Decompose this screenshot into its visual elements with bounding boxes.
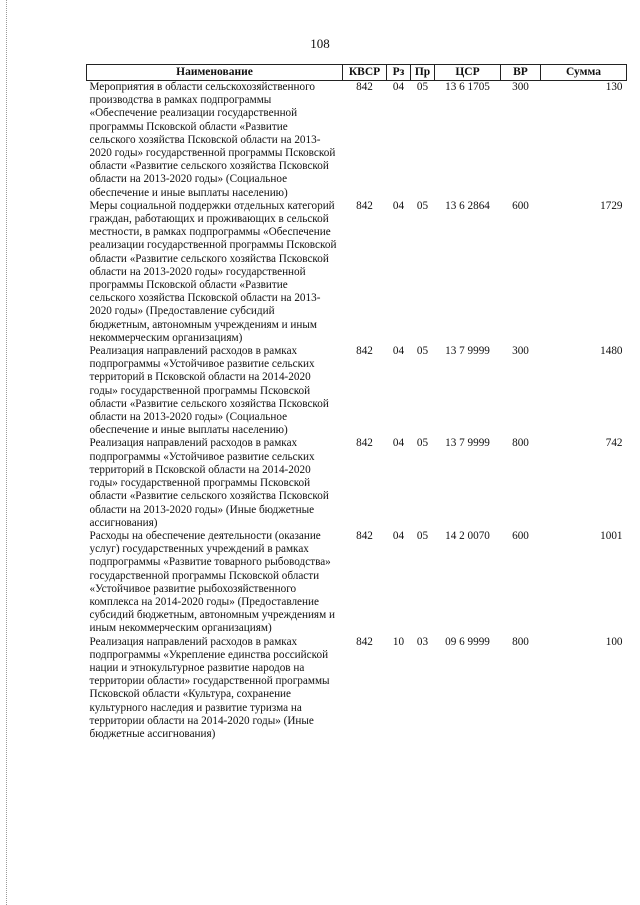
row-vr: 600: [512, 199, 529, 212]
row-sum: 1001: [600, 529, 623, 542]
row-name: Реализация направлений расходов в рамках подпрограммы «Устойчивое развитие сельских территорий в Псковской области на 2014-2020 годы» государственной программы Псковской области «Развитие сельского хозяйства Псковской области на 2013-2020 годы» (Иные бюджетные ассигнования): [89, 437, 329, 529]
row-vr: 800: [512, 437, 529, 450]
row-csr: 13 7 9999: [445, 437, 490, 450]
table-row: [87, 437, 627, 529]
page-number: 108: [310, 36, 330, 51]
header-csr: ЦСР: [435, 65, 501, 81]
row-csr: 14 2 0070: [445, 529, 490, 542]
row-sum: 130: [605, 81, 623, 93]
page-edge: [0, 0, 7, 905]
row-pr: 05: [416, 437, 429, 450]
row-rz: 04: [392, 529, 405, 542]
row-kvsr: 842: [356, 345, 373, 358]
budget-table: [86, 64, 627, 741]
row-kvsr: 842: [356, 635, 373, 648]
header-rz: Рз: [387, 65, 411, 81]
row-pr: 05: [416, 199, 429, 212]
row-csr: 13 6 1705: [445, 81, 490, 93]
row-sum: 100: [605, 635, 623, 648]
row-rz: 04: [392, 437, 405, 450]
row-pr: 05: [416, 345, 429, 358]
row-csr: 09 6 9999: [445, 635, 490, 648]
table-row: [87, 81, 627, 200]
row-pr: 05: [416, 529, 429, 542]
row-kvsr: 842: [356, 529, 373, 542]
table-row: [87, 345, 627, 437]
row-name: Реализация направлений расходов в рамках подпрограммы «Укрепление единства российской нации и этнокультурное развитие народов на территории области» государственной программы Псковской области «Культура, сохранение культурного наследия и развитие туризма на территории области на 2014-2020 годы» (Иные бюджетные ассигнования): [89, 635, 330, 740]
header-sum: Сумма: [541, 65, 627, 81]
row-name: Расходы на обеспечение деятельности (оказание услуг) государственных учреждений в рамках подпрограммы «Развитие товарного рыбоводства» государственной программы Псковской области «Устойчивое развитие рыбохозяйственного комплекса на 2014-2020 годы» (Предоставление субсидий бюджетным, автономным учреждениям и иным некоммерческим организациям): [89, 529, 335, 635]
row-rz: 10: [392, 635, 405, 648]
row-sum: 1480: [600, 345, 623, 358]
row-sum: 742: [605, 437, 623, 450]
header-vr: ВР: [501, 65, 541, 81]
header-kvsr: КВСР: [343, 65, 387, 81]
table-row: [87, 200, 627, 345]
row-vr: 600: [512, 529, 529, 542]
row-csr: 13 6 2864: [445, 199, 490, 212]
row-name: Мероприятия в области сельскохозяйственного производства в рамках подпрограммы «Обеспечение реализации государственной программы Псковской области «Развитие сельского хозяйства Псковской области на 2013-2020 годы» государственной программы Псковской области «Развитие сельского хозяйства Псковской области на 2013-2020 годы» (Социальное обеспечение и иные выплаты населению): [89, 81, 336, 199]
row-rz: 04: [392, 81, 405, 93]
row-name: Реализация направлений расходов в рамках подпрограммы «Устойчивое развитие сельских территорий в Псковской области на 2014-2020 годы» государственной программы Псковской области «Развитие сельского хозяйства Псковской области на 2013-2020 годы» (Социальное обеспечение и иные выплаты населению): [89, 345, 329, 437]
table-row: [87, 636, 627, 742]
row-rz: 04: [392, 345, 405, 358]
table-row: [87, 530, 627, 636]
row-vr: 300: [512, 345, 529, 358]
budget-table-wrapper: [86, 64, 626, 741]
row-kvsr: 842: [356, 199, 373, 212]
row-sum: 1729: [600, 199, 623, 212]
row-csr: 13 7 9999: [445, 345, 490, 358]
header-name: Наименование: [87, 65, 343, 81]
row-vr: 800: [512, 635, 529, 648]
row-rz: 04: [392, 199, 405, 212]
header-pr: Пр: [411, 65, 435, 81]
row-kvsr: 842: [356, 437, 373, 450]
row-pr: 03: [416, 635, 429, 648]
row-vr: 300: [512, 81, 529, 93]
row-name: Меры социальной поддержки отдельных категорий граждан, работающих и проживающих в сельской местности, в рамках подпрограммы «Обеспечение реализации государственной программы Псковской области «Развитие сельского хозяйства Псковской области на 2013-2020 годы» государственной программы Псковской области «Развитие сельского хозяйства Псковской области на 2013-2020 годы» (Предоставление субсидий бюджетным, автономным учреждениям и иным некоммерческим организациям): [89, 199, 337, 344]
row-pr: 05: [416, 81, 429, 93]
row-kvsr: 842: [356, 81, 373, 93]
table-header-row: [87, 65, 627, 81]
